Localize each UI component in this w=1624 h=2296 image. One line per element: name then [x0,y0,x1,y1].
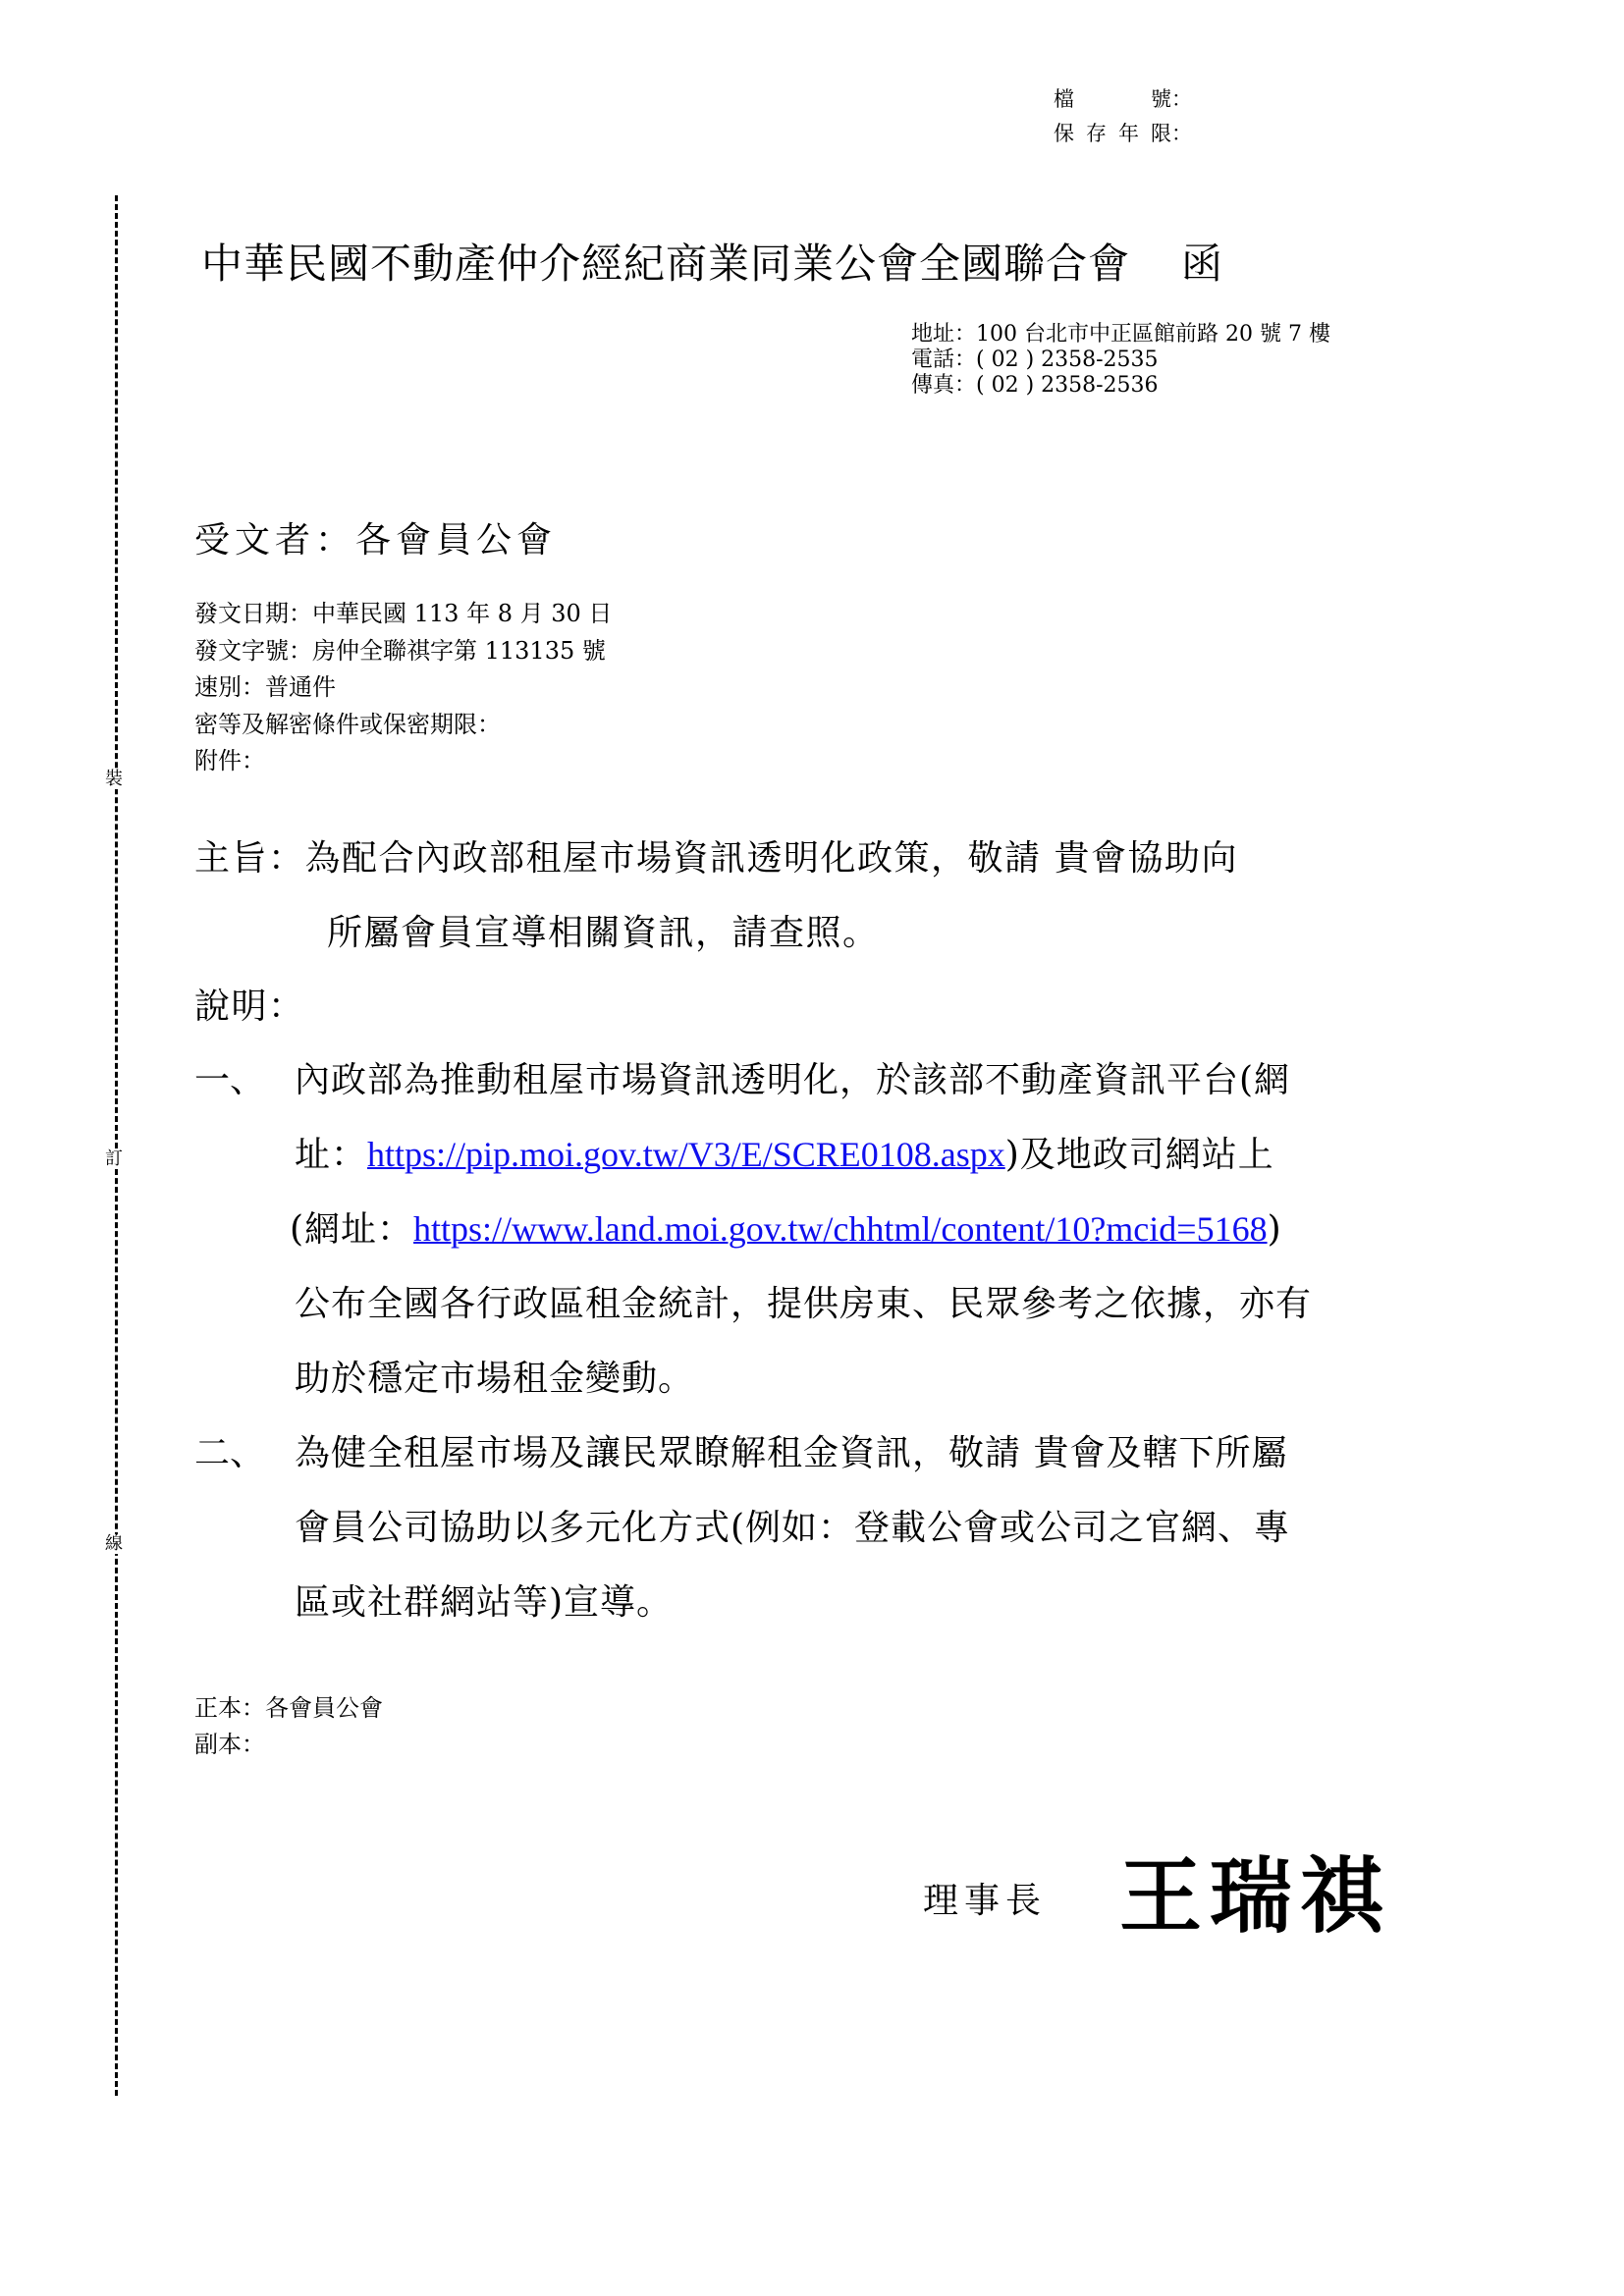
item-2-line-1: 為健全租屋市場及讓民眾瞭解租金資訊，敬請 貴會及轄下所屬 [295,1433,1288,1473]
file-info [1054,82,1192,151]
item-1-line-5: 助於穩定市場租金變動。 [295,1359,695,1399]
item-2-line-2: 會員公司協助以多元化方式(例如：登載公會或公司之官網、專 [295,1508,1291,1548]
retention-colon: ： [1171,122,1192,145]
item-1-line-1: 內政部為推動租屋市場資訊透明化，於該部不動產資訊平台(網 [295,1060,1291,1100]
explanation-label: 說明： [194,987,305,1027]
binding-mark-zhuang: 裝 [102,770,126,789]
subject-line-1: 主旨：為配合內政部租屋市場資訊透明化政策，敬請 貴會協助向 [194,838,1238,879]
land-moi-link[interactable]: https://www.land.moi.gov.tw/chhtml/content/10?mcid=5168 [413,1209,1268,1249]
document-title [201,232,1223,291]
signer-title: 理事長 [923,1881,1048,1921]
issue-date: 發文日期：中華民國 113 年 8 月 30 日 [194,600,613,627]
recipient: 受文者：各會員公會 [194,520,558,561]
pip-moi-link[interactable]: https://pip.moi.gov.tw/V3/E/SCRE0108.aspx [367,1135,1005,1174]
subject-line-2: 所屬會員宣導相關資訊，請查照。 [327,913,880,953]
original-recipients: 正本：各會員公會 [194,1694,383,1722]
attachments: 附件： [194,747,265,774]
item-1-url-label: 址： [295,1135,368,1175]
binding-mark-xian: 線 [102,1534,126,1554]
binding-dashed-line [115,195,118,2096]
file-no-colon: ： [1171,87,1192,111]
org-name: 中華民國不動產仲介經紀商業同業公會全國聯合會 [201,240,1131,288]
retention-label: 保存年限 [1054,122,1171,145]
item-1-line-4: 公布全國各行政區租金統計，提供房東、民眾參考之依據，亦有 [295,1284,1313,1324]
item-1-url-label-2: (網址： [290,1209,414,1250]
item-2-number: 二、 [194,1433,266,1473]
reference-number: 發文字號：房仲全聯祺字第 113135 號 [194,636,606,665]
item-1-line-3-tail: ) [1267,1209,1282,1250]
org-fax: 傳真：( 02 ) 2358-2536 [911,373,1159,398]
doc-kind: 函 [1181,240,1224,288]
item-1-line-3 [290,1201,1282,1252]
binding-mark-ding: 訂 [102,1149,126,1169]
signer-name: 王瑞祺 [1119,1848,1391,1945]
file-no-label: 檔號 [1054,87,1171,111]
item-2-line-3: 區或社群網站等)宣導。 [295,1582,674,1623]
document-meta [194,596,612,780]
org-phone: 電話：( 02 ) 2358-2535 [911,347,1159,372]
item-1-line-2-tail: )及地政司網站上 [1004,1135,1274,1175]
distribution [194,1690,383,1763]
retention-row [1054,117,1192,151]
org-address: 地址：100 台北市中正區館前路 20 號 7 樓 [911,322,1330,347]
file-no-row [1054,82,1192,117]
delivery-speed: 速別：普通件 [194,673,336,701]
org-contact [911,322,1330,399]
secrecy-level: 密等及解密條件或保密期限： [194,710,501,738]
item-1-line-2 [295,1127,1274,1177]
copy-recipients: 副本： [194,1731,265,1758]
item-1-number: 一、 [194,1060,266,1100]
